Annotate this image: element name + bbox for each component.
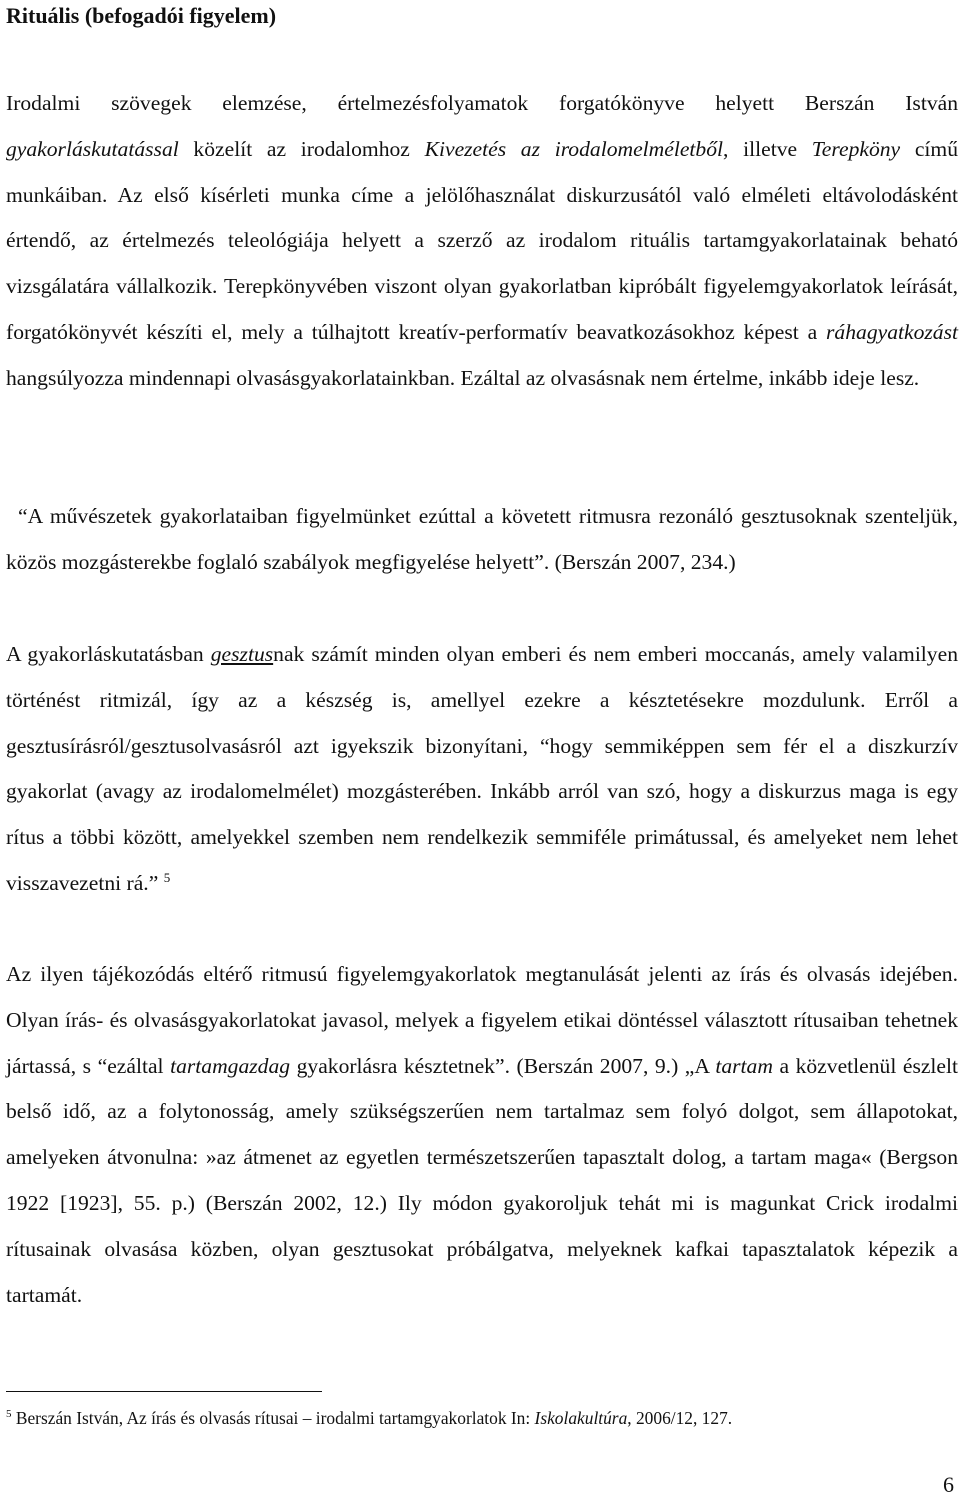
footnote-number: 5 — [6, 1408, 12, 1421]
footnote-text: , 2006/12, 127. — [627, 1408, 733, 1428]
italic-term: tartamgazdag — [170, 1053, 291, 1078]
italic-term: ráhagyatkozást — [826, 319, 958, 344]
paragraph-orientation — [6, 952, 958, 1318]
section-title: Rituális (befogadói figyelem) — [6, 3, 277, 28]
text-run: Irodalmi szövegek elemzése, értelmezésfolyamatok forgatókönyve helyett Berszán István — [6, 91, 958, 115]
quote-text: “A művészetek gyakorlataiban figyelmünket ezúttal a követett ritmusra rezonáló gesztusoknak szenteljük, közös mozgásterekbe foglaló szabályok megfigyelése helyett”. (Berszán 2007, 234.) — [6, 504, 958, 574]
footnote-journal: Iskolakultúra — [534, 1408, 628, 1428]
paragraph-quote — [6, 494, 958, 586]
paragraph-intro — [6, 81, 958, 402]
page-number: 6 — [943, 1472, 954, 1497]
text-run: hangsúlyozza mindennapi olvasásgyakorlatainkban. Ezáltal az olvasásnak nem értelme, inkább ideje lesz. — [6, 365, 920, 390]
text-run: gyakorlásra késztetnek”. (Berszán 2007, 9.) „A — [290, 1053, 716, 1078]
text-run: című munkáiban. Az első kísérleti munka címe a jelölőhasználat diskurzusától való elméleti eltávolodásként értendő, az értelmezés teleológiája helyett a szerző az irodalom rituális tartamgyakorlatainak beható vizsgálatára vállalkozik. Terepkönyvében viszont olyan gyakorlatban kipróbált figyelemgyakorlatok leírását, forgatókönyvét készíti el, mely a túlhajtott kreatív-performatív beavatkozásokhoz képest a — [6, 136, 959, 344]
text-run: nak számít minden olyan emberi és nem emberi moccanás, amely valamilyen történést ritmizál, így az a készség is, amellyel ezekre a késztetésekre mozdulunk. Erről a gesztusírásról/gesztusolvasásról azt igyekszik bizonyítani, “hogy semmiképpen sem fér el a diszkurzív gyakorlat (avagy az irodalomelmélet) mozgásterében. Inkább arról van szó, hogy a diskurzus maga is egy rítus a többi között, amelyekkel szemben nem rendelkezik semmiféle primátussal, és amelyeket nem lehet visszavezetni rá.” — [6, 642, 958, 895]
italic-book-title: Kivezetés az irodalomelméletből — [424, 136, 724, 161]
italic-underlined-term: gesztus — [210, 642, 274, 666]
text-run: , illetve — [723, 136, 812, 161]
footnote-divider — [6, 1391, 322, 1392]
text-run: a közvetlenül észlelt belső idő, az a folytonosság, amely szükségszerűen nem tartalmaz sem folyó dolgot, sem állapotokat, amelyeken átvonulna: »az átmenet az egyetlen természetszerűen tapasztalt dolog, a tartam maga« (Bergson 1922 [1923], 55. p.) (Berszán 2002, 12.) Ily módon gyakoroljuk tehát mi is magunkat Crick irodalmi rítusainak olvasása közben, olyan gesztusokat próbálgatva, melyeknek kafkai tapasztalatok képezik a tartamát. — [6, 1053, 959, 1307]
paragraph-gesture — [6, 632, 958, 907]
italic-term: tartam — [715, 1053, 773, 1078]
italic-book-title: Terepköny — [811, 136, 901, 161]
footnote-text: Berszán István, Az írás és olvasás rítusai – irodalmi tartamgyakorlatok In: — [11, 1408, 535, 1428]
footnote-reference[interactable]: 5 — [163, 869, 171, 885]
footnote — [6, 1398, 958, 1438]
text-run: közelít az irodalomhoz — [178, 136, 425, 161]
text-run: Az ilyen tájékozódás eltérő ritmusú figyelemgyakorlatok megtanulását jelenti az írás és olvasás idejében. Olyan írás- és olvasásgyakorlatokat javasol, melyek a figyelem etikai döntéssel választott rítusaiban tehetnek jártassá, s “ezáltal — [6, 962, 958, 1078]
italic-term: gyakorláskutatással — [6, 136, 179, 161]
text-run: A gyakorláskutatásban — [6, 642, 211, 666]
